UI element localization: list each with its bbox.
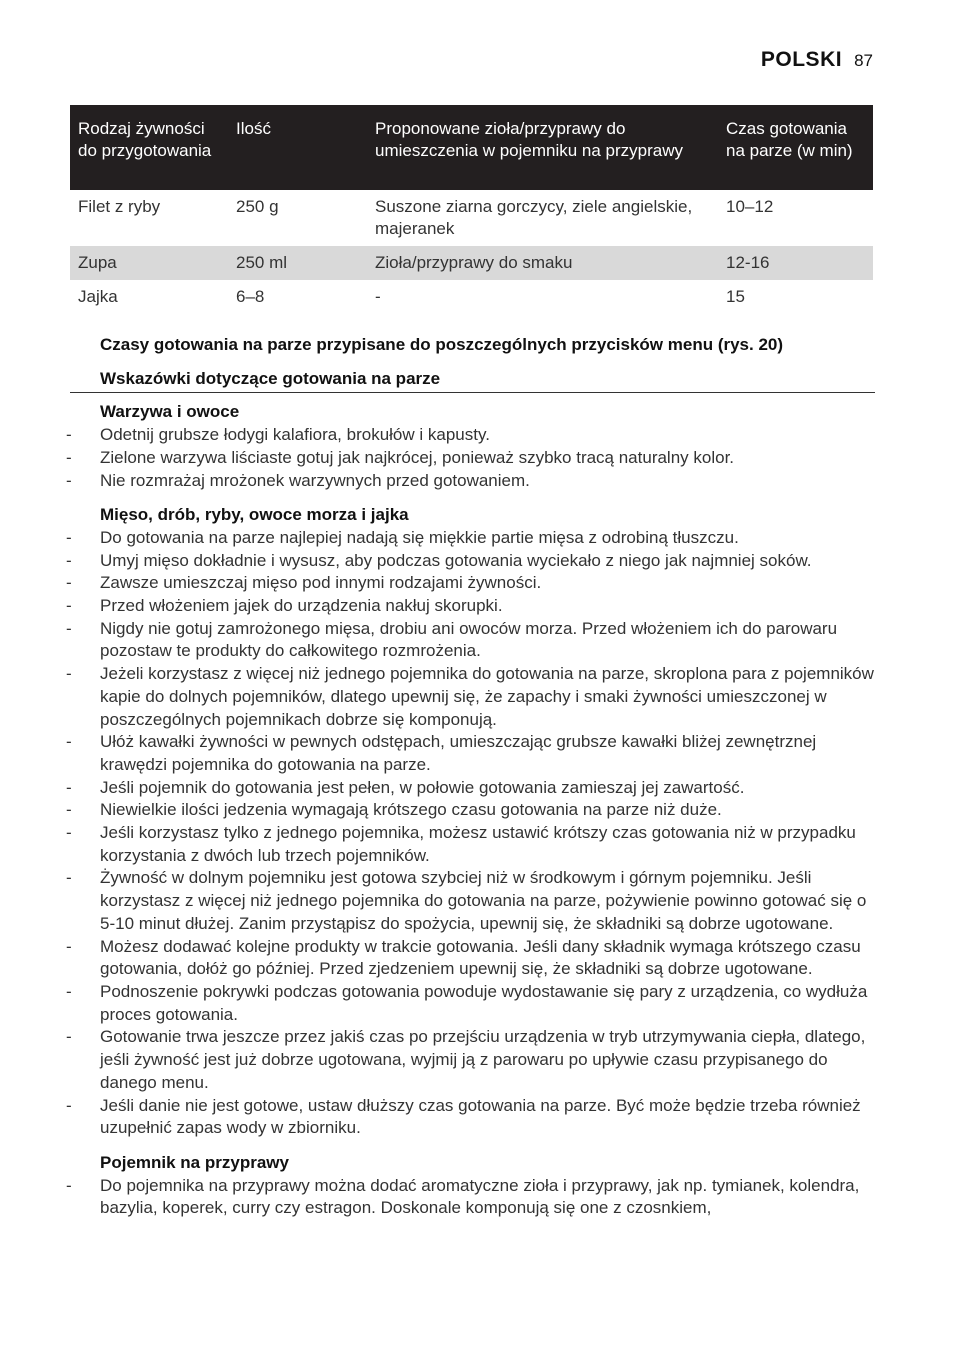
table-cell: 12-16 bbox=[718, 246, 873, 280]
bullet-dash: - bbox=[66, 823, 72, 843]
list-item bbox=[60, 1175, 875, 1220]
main-content bbox=[60, 334, 875, 1220]
table-cell: Zioła/przyprawy do smaku bbox=[367, 246, 718, 280]
veg-tips-list bbox=[60, 424, 875, 492]
table-cell: Jajka bbox=[78, 287, 118, 306]
language-label: POLSKI bbox=[760, 48, 843, 71]
table-header-cell: Ilość bbox=[228, 105, 367, 190]
bullet-dash: - bbox=[66, 800, 72, 820]
page-header bbox=[761, 48, 873, 72]
table-cell: 250 ml bbox=[228, 246, 367, 280]
list-item bbox=[60, 799, 875, 822]
list-item bbox=[60, 1095, 875, 1140]
table-cell: 15 bbox=[726, 287, 745, 306]
list-item-text: Do gotowania na parze najlepiej nadają się miękkie partie mięsa z odrobiną tłuszczu. bbox=[100, 527, 739, 547]
list-item bbox=[60, 936, 875, 981]
bullet-dash: - bbox=[66, 470, 72, 490]
bullet-dash: - bbox=[66, 447, 72, 467]
spice-tips-list bbox=[60, 1175, 875, 1220]
list-item bbox=[60, 822, 875, 867]
list-item bbox=[60, 550, 875, 573]
table-header-row bbox=[70, 105, 873, 190]
bullet-dash: - bbox=[66, 573, 72, 593]
list-item-text: Nigdy nie gotuj zamrożonego mięsa, drobiu ani owoców morza. Przed włożeniem ich do parowaru pozostaw te produkty do całkowitego rozmrożenia. bbox=[100, 618, 838, 661]
bullet-dash: - bbox=[66, 596, 72, 616]
list-item-text: Zielone warzywa liściaste gotuj jak najkrócej, ponieważ szybko tracą naturalny kolor. bbox=[100, 447, 735, 467]
list-item-text: Jeśli danie nie jest gotowe, ustaw dłuższy czas gotowania na parze. Być może będzie trzeba również uzupełnić zapas wody w zbiorniku. bbox=[100, 1095, 861, 1138]
subsection-title-veg: Warzywa i owoce bbox=[100, 402, 240, 422]
steaming-table bbox=[70, 105, 873, 320]
list-item bbox=[60, 595, 875, 618]
list-item-text: Żywność w dolnym pojemniku jest gotowa szybciej niż w środkowym i górnym pojemniku. Jeśli korzystasz z więcej niż jednego pojemnika do gotowania na parze, pożywienie powinno gotować się o 5-10 minut dłużej. Zanim przystąpisz do spożycia, upewnij się, że składniki są dobrze ugotowane. bbox=[100, 868, 867, 933]
list-item-text: Ułóż kawałki żywności w pewnych odstępach, umieszczając grubsze kawałki bliżej zewnętrznej krawędzi pojemnika do gotowania na parze. bbox=[100, 732, 817, 774]
bullet-dash: - bbox=[66, 425, 72, 445]
meat-tips-list bbox=[60, 527, 875, 1140]
list-item bbox=[60, 777, 875, 800]
section-title-tips: Wskazówki dotyczące gotowania na parze bbox=[100, 368, 441, 388]
list-item bbox=[60, 1026, 875, 1094]
section-title-times: Czasy gotowania na parze przypisane do poszczególnych przycisków menu (rys. 20) bbox=[100, 335, 784, 354]
bullet-dash: - bbox=[66, 1095, 72, 1115]
table-cell: 250 g bbox=[236, 197, 279, 216]
table-cell: - bbox=[375, 287, 381, 306]
bullet-dash: - bbox=[66, 550, 72, 570]
subsection-title-spice: Pojemnik na przyprawy bbox=[100, 1152, 289, 1172]
list-item bbox=[60, 447, 875, 470]
table-row bbox=[70, 246, 873, 280]
list-item-text: Jeśli korzystasz tylko z jednego pojemnika, możesz ustawić krótszy czas gotowania niż w przypadku korzystania z dwóch lub trzech pojemników. bbox=[100, 823, 856, 865]
section-heading-tips bbox=[70, 368, 875, 394]
list-item-text: Umyj mięso dokładnie i wysusz, aby podczas gotowania wyciekało z niego jak najmniej soków. bbox=[100, 550, 812, 570]
table-row bbox=[70, 190, 873, 246]
subsection-title-meat: Mięso, drób, ryby, owoce morza i jajka bbox=[100, 505, 409, 525]
list-item-text: Do pojemnika na przyprawy można dodać aromatyczne zioła i przyprawy, jak np. tymianek, kolendra, bazylia, koperek, curry czy estragon. Doskonale komponują się one z czosnkiem, bbox=[100, 1175, 860, 1218]
list-item-text: Jeżeli korzystasz z więcej niż jednego pojemnika do gotowania na parze, skroplona para z pojemników kapie do dolnych pojemników, dlatego upewnij się, że zapachy i smaki żywności umieszczonej w poszczególnych pojemnikach dobrze się komponują. bbox=[100, 664, 874, 729]
table-header-cell: Proponowane zioła/przyprawy do umieszczenia w pojemniku na przyprawy bbox=[367, 105, 718, 190]
list-item bbox=[60, 618, 875, 663]
list-item bbox=[60, 424, 875, 447]
table-cell: 6–8 bbox=[236, 287, 265, 306]
bullet-dash: - bbox=[66, 777, 72, 797]
table-header-cell: Czas gotowania na parze (w min) bbox=[718, 105, 873, 190]
table-cell: 10–12 bbox=[726, 197, 774, 216]
list-item bbox=[60, 981, 875, 1026]
bullet-dash: - bbox=[66, 527, 72, 547]
list-item-text: Zawsze umieszczaj mięso pod innymi rodzajami żywności. bbox=[100, 573, 542, 593]
bullet-dash: - bbox=[66, 868, 72, 888]
list-item bbox=[60, 663, 875, 731]
bullet-dash: - bbox=[66, 664, 72, 684]
list-item bbox=[60, 572, 875, 595]
bullet-dash: - bbox=[66, 1175, 72, 1195]
list-item-text: Nie rozmrażaj mrożonek warzywnych przed gotowaniem. bbox=[100, 470, 530, 490]
list-item-text: Jeśli pojemnik do gotowania jest pełen, w połowie gotowania zamieszaj jej zawartość. bbox=[100, 777, 745, 797]
bullet-dash: - bbox=[66, 732, 72, 752]
bullet-dash: - bbox=[66, 1027, 72, 1047]
bullet-dash: - bbox=[66, 618, 72, 638]
list-item bbox=[60, 527, 875, 550]
list-item-text: Gotowanie trwa jeszcze przez jakiś czas po przejściu urządzenia w tryb utrzymywania ciepła, dlatego, jeśli żywność jest już dobrze ugotowana, wyjmij ją z parowaru po upływie czasu przypisanego do danego menu. bbox=[100, 1027, 866, 1092]
list-item-text: Odetnij grubsze łodygi kalafiora, brokułów i kapusty. bbox=[100, 425, 490, 445]
table-cell: Zupa bbox=[70, 246, 228, 280]
list-item-text: Niewielkie ilości jedzenia wymagają krótszego czasu gotowania na parze niż duże. bbox=[100, 800, 722, 820]
list-item-text: Przed włożeniem jajek do urządzenia nakłuj skorupki. bbox=[100, 596, 503, 616]
table-cell: Suszone ziarna gorczycy, ziele angielskie, majeranek bbox=[375, 197, 693, 238]
list-item bbox=[60, 867, 875, 935]
list-item-text: Możesz dodawać kolejne produkty w trakcie gotowania. Jeśli dany składnik wymaga krótszego czasu gotowania, dołóż go później. Przed zjedzeniem upewnij się, że składniki są dobrze ugotowane. bbox=[100, 936, 861, 979]
list-item bbox=[60, 470, 875, 493]
list-item bbox=[60, 731, 875, 776]
list-item-text: Podnoszenie pokrywki podczas gotowania powoduje wydostawanie się pary z urządzenia, co wydłuża proces gotowania. bbox=[100, 981, 868, 1024]
table-cell: Filet z ryby bbox=[78, 197, 161, 216]
table-row bbox=[70, 280, 873, 320]
page-number: 87 bbox=[854, 51, 873, 70]
bullet-dash: - bbox=[66, 981, 72, 1001]
table-header-cell: Rodzaj żywności do przygotowania bbox=[70, 105, 228, 190]
bullet-dash: - bbox=[66, 936, 72, 956]
